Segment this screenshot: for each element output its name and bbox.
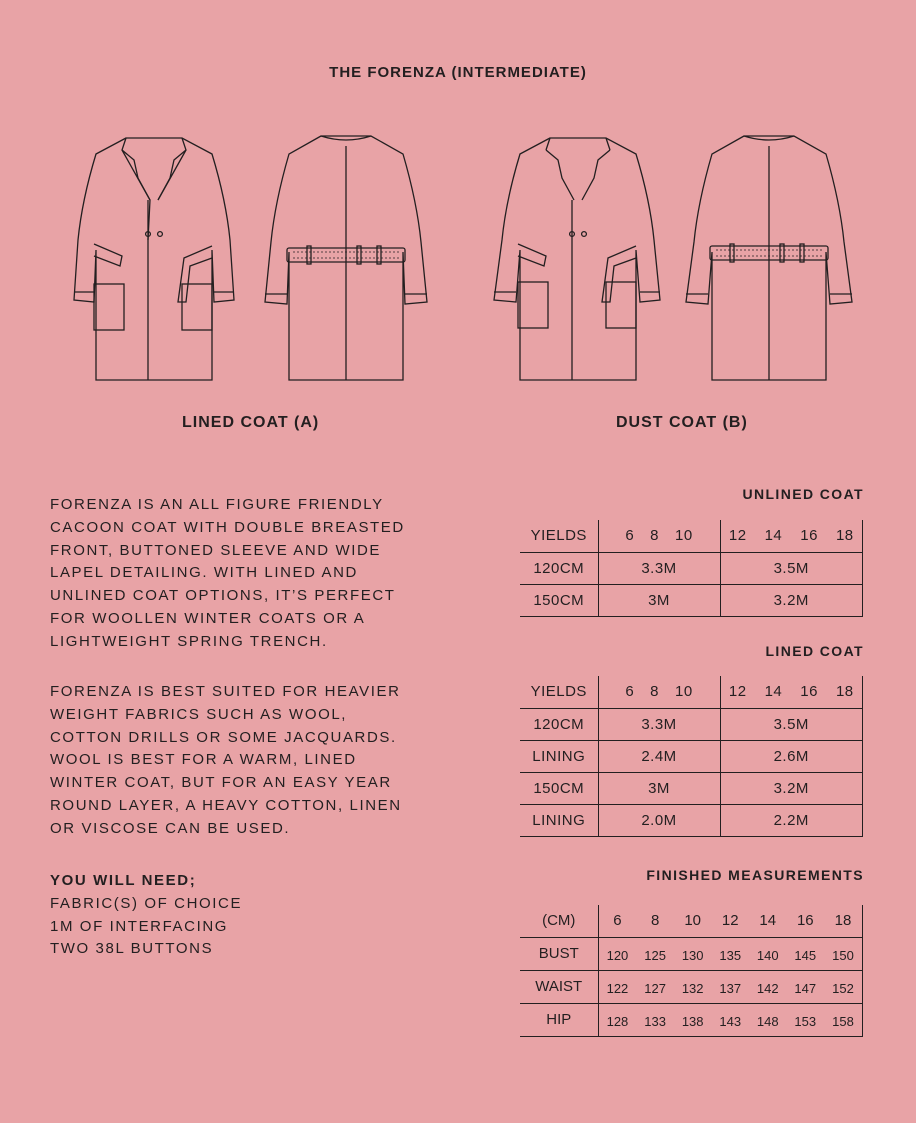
size-label: 12: [728, 683, 747, 701]
sizes-group-a: [598, 520, 720, 552]
measurement-value: 122: [598, 970, 636, 1003]
measurement-value: 130: [674, 937, 712, 970]
measurement-value: 140: [749, 937, 787, 970]
measurement-value: 128: [598, 1003, 636, 1036]
table-row: [520, 804, 863, 836]
yield-value: 2.6M: [720, 740, 863, 772]
size-label: 6: [625, 683, 635, 701]
table-row: [520, 584, 863, 616]
finished-measurements-heading: FINISHED MEASUREMENTS: [646, 867, 864, 883]
unlined-coat-heading: UNLINED COAT: [742, 486, 864, 502]
row-label: 120CM: [520, 708, 598, 740]
measurement-value: 150: [824, 937, 862, 970]
measurement-value: 137: [711, 970, 749, 1003]
row-label: 120CM: [520, 552, 598, 584]
measurement-value: 138: [674, 1003, 712, 1036]
sizes-group-a: [598, 676, 720, 708]
unit-label: (CM): [520, 905, 598, 937]
yield-value: 3.3M: [598, 708, 720, 740]
yield-value: 3M: [598, 584, 720, 616]
unlined-coat-table: [520, 520, 863, 617]
you-will-need-title: YOU WILL NEED;: [50, 872, 197, 889]
row-label: LINING: [520, 740, 598, 772]
size-label: 10: [675, 527, 693, 545]
size-label: 14: [764, 683, 783, 701]
size-label: 14: [749, 905, 787, 937]
measurement-value: 143: [711, 1003, 749, 1036]
yield-value: 3.5M: [720, 552, 863, 584]
row-label: 150CM: [520, 584, 598, 616]
row-label: HIP: [520, 1003, 598, 1036]
description-paragraph-1: FORENZA IS AN ALL FIGURE FRIENDLY CACOON COAT WITH DOUBLE BREASTED FRONT, BUTTONED SLEEVE AND WIDE LAPEL DETAILING. WITH LINED AND UNLINED COAT OPTIONS, IT’S PERFECT FOR WOOLLEN WINTER COATS OR A LIGHTWEIGHT SPRING TRENCH.: [50, 496, 405, 650]
measurement-value: 125: [636, 937, 674, 970]
size-label: 8: [650, 527, 659, 545]
table-row: [520, 1003, 863, 1036]
yield-value: 2.4M: [598, 740, 720, 772]
table-row: [520, 905, 863, 937]
size-label: 12: [728, 527, 747, 545]
size-label: 6: [598, 905, 636, 937]
you-will-need-block: [50, 870, 410, 961]
coat-a-front-illustration: [66, 130, 240, 384]
lined-coat-table: [520, 676, 863, 837]
row-label: WAIST: [520, 970, 598, 1003]
measurement-value: 145: [787, 937, 825, 970]
size-label: 10: [674, 905, 712, 937]
size-label: 6: [625, 527, 635, 545]
measurement-value: 148: [749, 1003, 787, 1036]
measurement-value: 132: [674, 970, 712, 1003]
size-label: 16: [787, 905, 825, 937]
description-block-2: [50, 681, 410, 841]
measurement-value: 127: [636, 970, 674, 1003]
yields-label: YIELDS: [520, 676, 598, 708]
measurement-value: 142: [749, 970, 787, 1003]
size-label: 14: [764, 527, 783, 545]
need-item: TWO 38L BUTTONS: [50, 940, 214, 958]
yield-value: 2.0M: [598, 804, 720, 836]
measurement-value: 158: [824, 1003, 862, 1036]
table-row: [520, 708, 863, 740]
row-label: 150CM: [520, 772, 598, 804]
coat-b-front-illustration: [490, 130, 664, 384]
row-label: BUST: [520, 937, 598, 970]
measurement-value: 152: [824, 970, 862, 1003]
coat-a-label: LINED COAT (A): [182, 414, 320, 431]
yield-value: 3.3M: [598, 552, 720, 584]
table-row: [520, 520, 863, 552]
coat-b-label: DUST COAT (B): [616, 414, 748, 431]
yield-value: 3.2M: [720, 772, 863, 804]
size-label: 18: [835, 527, 854, 545]
table-row: [520, 772, 863, 804]
size-label: 8: [636, 905, 674, 937]
lined-coat-heading: LINED COAT: [765, 643, 864, 659]
yield-value: 3M: [598, 772, 720, 804]
size-label: 18: [824, 905, 862, 937]
measurement-value: 153: [787, 1003, 825, 1036]
yields-label: YIELDS: [520, 520, 598, 552]
yield-value: 2.2M: [720, 804, 863, 836]
row-label: LINING: [520, 804, 598, 836]
need-item: FABRIC(S) OF CHOICE: [50, 894, 243, 912]
size-label: 18: [835, 683, 854, 701]
size-label: 10: [675, 683, 693, 701]
sizes-group-b: [720, 676, 863, 708]
measurement-value: 133: [636, 1003, 674, 1036]
measurement-value: 135: [711, 937, 749, 970]
table-row: [520, 937, 863, 970]
sizes-group-b: [720, 520, 863, 552]
coat-a-back-illustration: [259, 132, 433, 384]
description-block: [50, 494, 410, 654]
table-row: [520, 552, 863, 584]
size-label: 12: [711, 905, 749, 937]
finished-measurements-table: [520, 905, 863, 1037]
description-paragraph-2: FORENZA IS BEST SUITED FOR HEAVIER WEIGHT FABRICS SUCH AS WOOL, COTTON DRILLS OR SOME JACQUARDS. WOOL IS BEST FOR A WARM, LINED WINTER COAT, BUT FOR AN EASY YEAR ROUND LAYER, A HEAVY COTTON, LINEN OR VISCOSE CAN BE USED.: [50, 683, 402, 837]
table-row: [520, 740, 863, 772]
need-item: 1M OF INTERFACING: [50, 917, 229, 935]
coat-b-back-illustration: [682, 132, 856, 384]
measurement-value: 147: [787, 970, 825, 1003]
measurement-value: 120: [598, 937, 636, 970]
page-title: THE FORENZA (INTERMEDIATE): [329, 64, 587, 81]
size-label: 8: [650, 683, 659, 701]
yield-value: 3.5M: [720, 708, 863, 740]
size-label: 16: [800, 683, 818, 701]
table-row: [520, 676, 863, 708]
table-row: [520, 970, 863, 1003]
yield-value: 3.2M: [720, 584, 863, 616]
size-label: 16: [800, 527, 818, 545]
